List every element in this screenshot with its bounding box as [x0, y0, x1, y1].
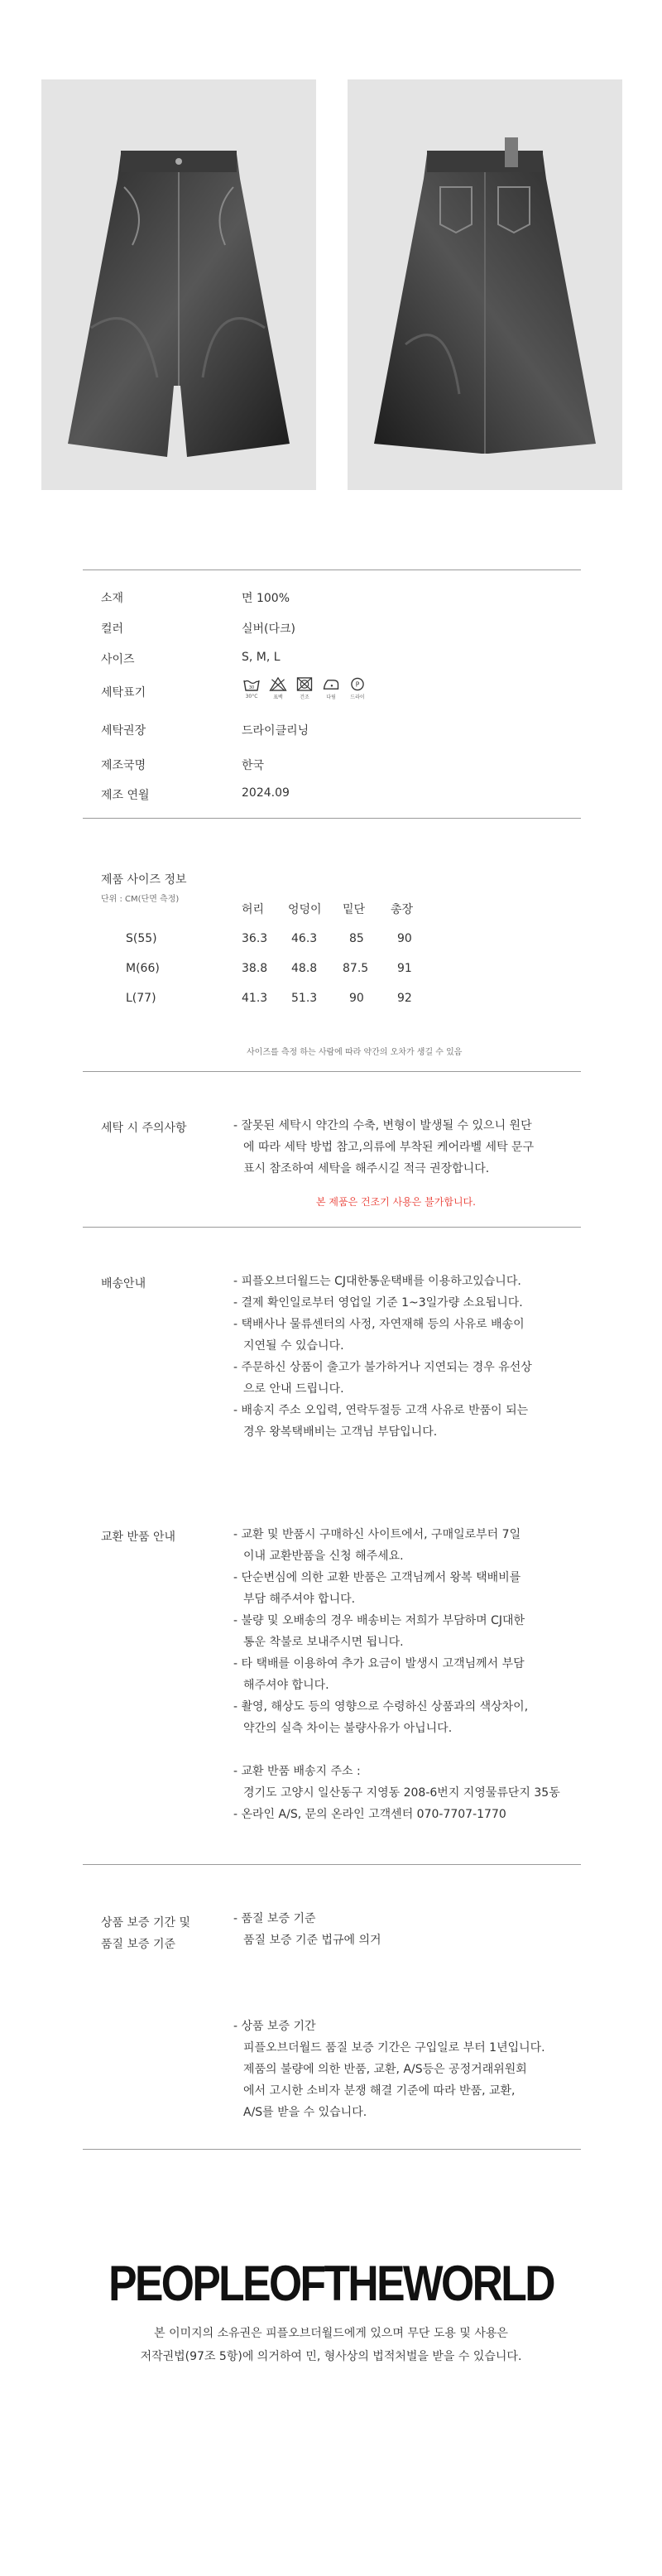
no-bleach-icon: 표백 [268, 677, 288, 700]
wash-tub-icon: 30 30°C [242, 677, 261, 700]
warranty-title: 상품 보증 기간 및 품질 보증 기준 [101, 1916, 191, 1951]
wash-caution-title: 세탁 시 주의사항 [101, 1122, 187, 1135]
brand-logo: PEOPLEOFTHEWORLD [108, 2256, 554, 2311]
size-cell: 38.8 [242, 962, 268, 975]
iron-icon: 다림 [321, 677, 341, 700]
size-col-hem: 밑단 [343, 903, 366, 916]
size-label: L(77) [126, 992, 156, 1005]
divider [83, 2149, 581, 2150]
size-cell: 48.8 [291, 962, 318, 975]
size-col-length: 총장 [391, 903, 414, 916]
size-cell: 92 [397, 992, 412, 1005]
spec-label-care: 세탁표기 [101, 686, 146, 699]
divider [83, 1864, 581, 1865]
size-cell: 85 [349, 932, 364, 945]
product-image-back [348, 79, 622, 490]
divider [83, 1227, 581, 1228]
product-image-front [41, 79, 316, 490]
spec-label-care-recommend: 세탁권장 [101, 724, 146, 738]
wash-caution-text: - 잘못된 세탁시 약간의 수축, 변형이 발생될 수 있으니 원단 에 따라 세탁 방법 참고,의류에 부착된 케어라벨 세탁 문구 표시 참조하여 세탁을 해주시길 적극 권장합니다. [233, 1119, 535, 1175]
size-cell: 87.5 [343, 962, 369, 975]
size-cell: 41.3 [242, 992, 268, 1005]
spec-value-date: 2024.09 [242, 786, 290, 800]
dryer-warning: 본 제품은 건조기 사용은 불가합니다. [316, 1196, 476, 1208]
spec-value-material: 면 100% [242, 592, 290, 605]
spec-label-size: 사이즈 [101, 653, 135, 666]
spec-value-care-recommend: 드라이클리닝 [242, 724, 309, 738]
spec-value-size: S, M, L [242, 651, 281, 664]
care-symbols [242, 677, 367, 700]
shipping-text: - 피플오브더월드는 CJ대한통운택배를 이용하고있습니다. - 결제 확인일로부터 영업일 기준 1~3일가량 소요됩니다. - 택배사나 물류센터의 사정, 자연재해 등의 사유로 배송이 지연될 수 있습니다. - 주문하신 상품이 출고가 불가하거나 지연되는 경우 유선상 으로 안내 드립니다. - 배송지 주소 오입력, 연락두절등 고객 사유로 반품이 되는 경우 왕복택배비는 고객님 부담입니다. [233, 1275, 532, 1439]
spec-value-color: 실버(다크) [242, 622, 296, 636]
back-skirt-illustration [348, 79, 622, 490]
spec-label-country: 제조국명 [101, 759, 146, 772]
dry-clean-icon: P 드라이 [348, 677, 367, 700]
size-col-waist: 허리 [242, 903, 265, 916]
size-cell: 90 [397, 932, 412, 945]
returns-title: 교환 반품 안내 [101, 1531, 176, 1544]
returns-text: - 교환 및 반품시 구매하신 사이트에서, 구매일로부터 7일 이내 교환반품을 신청 해주세요. - 단순변심에 의한 교환 반품은 고객님께서 왕복 택배비를 부담 해주셔야 합니다. - 불량 및 오배송의 경우 배송비는 저희가 부담하며 CJ대한 통운 착불로 보내주시면 됩니다. - 타 택배를 이용하여 추가 요금이 발생시 고객님께서 부담 해주셔야 합니다. - 촬영, 해상도 등의 영향으로 수령하신 상품과의 색상차이, 약간의 실측 차이는 불량사유가 아닙니다. - 교환 반품 배송지 주소 : 경기도 고양시 일산동구 지영동 208-6번지 지영물류단지 35동 - 온라인 A/S, 문의 온라인 고객센터 070-7707-1770 [233, 1528, 560, 1821]
size-cell: 90 [349, 992, 364, 1005]
size-cell: 51.3 [291, 992, 318, 1005]
size-measure-note: 사이즈를 측정 하는 사람에 따라 약간의 오차가 생길 수 있음 [247, 1048, 463, 1057]
size-info-title: 제품 사이즈 정보 [101, 873, 187, 887]
size-unit-note: 단위 : CM(단면 측정) [101, 895, 180, 904]
spec-value-country: 한국 [242, 759, 265, 772]
warranty-text: - 품질 보증 기준 품질 보증 기준 법규에 의거 - 상품 보증 기간 피플오브더월드 품질 보증 기간은 구입일로 부터 1년입니다. 제품의 불량에 의한 반품, 교환, A/S등은 공정거래위원회 에서 고시한 소비자 분쟁 해결 기준에 따라 반품, 교환, A/S를 받을 수 있습니다. [233, 1912, 545, 2119]
size-cell: 36.3 [242, 932, 268, 945]
size-label: S(55) [126, 932, 157, 945]
size-cell: 46.3 [291, 932, 318, 945]
shipping-title: 배송안내 [101, 1277, 146, 1290]
front-skirt-illustration [41, 79, 316, 490]
svg-text:P: P [355, 680, 360, 689]
size-col-hip: 엉덩이 [288, 903, 322, 916]
size-label: M(66) [126, 962, 160, 975]
spec-label-date: 제조 연월 [101, 789, 150, 802]
divider [83, 818, 581, 819]
size-cell: 91 [397, 962, 412, 975]
spec-label-material: 소재 [101, 592, 124, 605]
copyright-line-1: 본 이미지의 소유권은 피플오브더월드에게 있으며 무단 도용 및 사용은 [154, 2327, 508, 2340]
no-tumble-dry-icon: 건조 [295, 677, 314, 700]
svg-text:30: 30 [248, 685, 255, 690]
copyright-line-2: 저작권법(97조 5항)에 의거하여 민, 형사상의 법적처벌을 받을 수 있습니다. [140, 2350, 522, 2363]
spec-label-color: 컬러 [101, 622, 124, 636]
divider [83, 1071, 581, 1072]
